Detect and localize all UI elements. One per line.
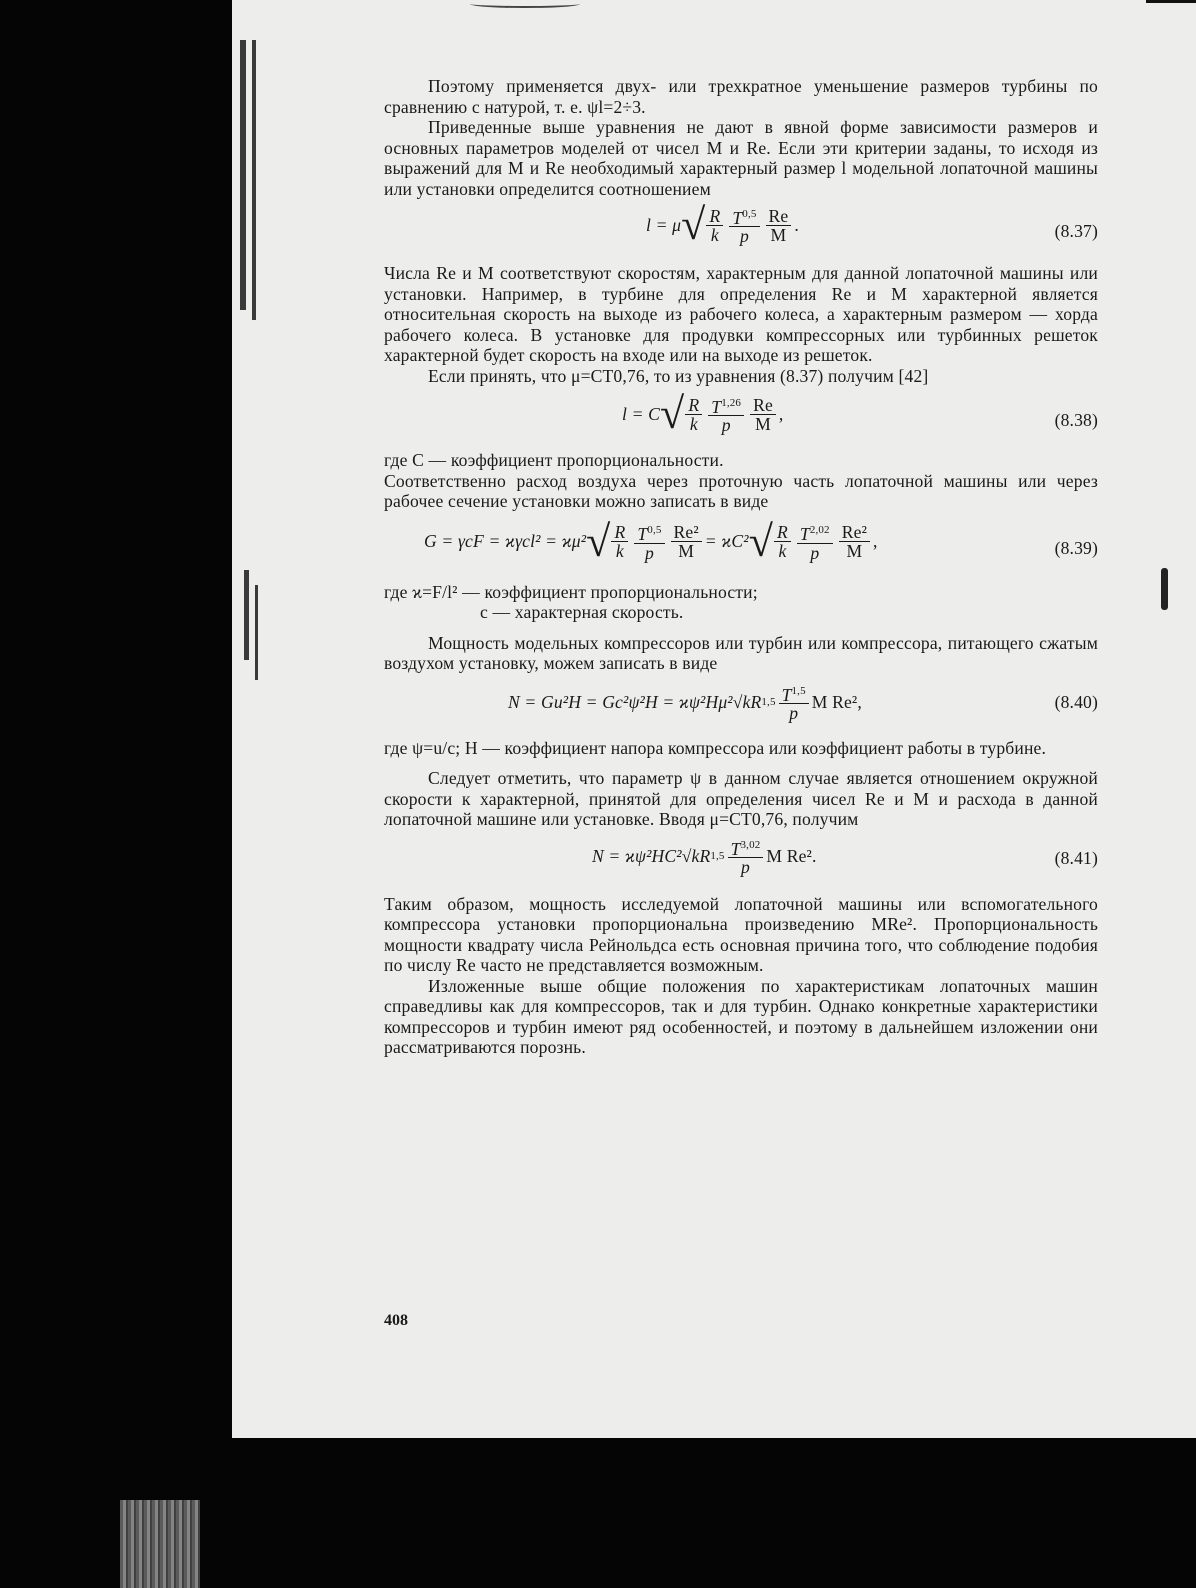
equation-number: (8.37) <box>1054 221 1098 241</box>
page-content <box>384 76 1098 1058</box>
paragraph: Таким образом, мощность исследуемой лопаточной машины или вспомогательного компрессора установки пропорциональна произведению MRe². Пропорциональность мощности квадрату числа Рейнольдса есть основная причина того, что соблюдение подобия по числу Re часто не представляется возможным. <box>384 893 1098 975</box>
paragraph: Приведенные выше уравнения не дают в явной форме зависимости размеров и основных параметров моделей от чисел M и Re. Если эти критерии заданы, то исходя из выражений для M и Re необходимый характерный размер l модельной лопаточной машины или установки определится соотношением <box>384 117 1098 199</box>
paragraph: Соответственно расход воздуха через проточную часть лопаточной машины или через рабочее сечение установки можно записать в виде <box>384 470 1098 511</box>
sqrt-symbol: √ <box>681 200 706 249</box>
page-number: 408 <box>384 1312 408 1329</box>
scan-ink-mark <box>1161 568 1168 610</box>
equation-number: (8.40) <box>1054 691 1098 712</box>
scan-corner-mark <box>1146 0 1196 16</box>
equation-number: (8.41) <box>1054 847 1098 868</box>
scan-scratch <box>470 0 580 8</box>
paragraph: Числа Re и M соответствуют скоростям, характерным для данной лопаточной машины или установки. Например, в турбине для определения Re и M характерной является относительная скорость на выходе из рабочего колеса, а характерным размером — хорда рабочего колеса. В установке для продувки компрессорных или турбинных решеток характерной будет скорость на входе или на выходе из решеток. <box>384 263 1098 365</box>
paragraph: c — характерная скорость. <box>480 602 684 622</box>
sqrt-symbol: √ <box>586 516 611 566</box>
binding-edge <box>255 585 258 680</box>
equation-number: (8.38) <box>1054 410 1098 430</box>
paragraph: Следует отметить, что параметр ψ в данном случае является отношением окружной скорости к характерной, принятой для определения чисел Re и M и расхода в данной лопаточной машине или установке. Вводя μ=CT0,76, получим <box>384 768 1098 829</box>
paragraph: Если принять, что μ=CT0,76, то из уравнения (8.37) получим [42] <box>428 365 929 386</box>
binding-edge <box>240 40 246 310</box>
scan-shadow-left <box>0 0 232 1495</box>
equation-number: (8.39) <box>1054 537 1098 558</box>
equation-8-37: l = μ √ $\frac{R}{k}$ $\frac{T^{0,5}}{p}$ $\frac{Re}{M}$ . (8.37) <box>646 200 1098 249</box>
paragraph: где ϰ=F/l² — коэффициент пропорциональности; <box>384 581 758 602</box>
paragraph: где ψ=u/c; H — коэффициент напора компрессора или коэффициент работы в турбине. <box>384 737 1047 758</box>
binding-edge <box>252 40 256 320</box>
equation-8-39: G = γcF = ϰγcl² = ϰμ² √ $\frac{R}{k}$ $\frac{T^{0,5}}{p}$ $\frac{\text{Re²}}{M}$ = ϰC² √ $\frac{R}{k}$ $\frac{T^{2,02}}{p}$ $\frac{\text{Re²}}{M}$ , (8.39) <box>424 516 1098 566</box>
equation-8-41: N = ϰψ²HC²√kR 1,5 $\frac{T^{3,02}}{p}$ M Re². (8.41) <box>384 830 1098 894</box>
binding-edge <box>244 570 249 660</box>
equation-8-38: l = C √ $\frac{R}{k}$ $\frac{T^{1,26}}{p}$ $\frac{Re}{M}$ , (8.38) <box>622 389 1098 438</box>
equation-8-40: N = Gu²H = Gc²ψ²H = ϰψ²Hμ²√kR 1,5 $\frac{T^{1,5}}{p}$ M Re², (8.40) <box>384 674 1098 738</box>
scan-noise-corner <box>120 1500 200 1588</box>
paragraph: Изложенные выше общие положения по характеристикам лопаточных машин справедливы как для компрессоров, так и для турбин. Однако конкретные характеристики компрессоров и турбин имеют ряд особенностей, и поэтому в дальнейшем изложении они рассматриваются порознь. <box>384 975 1098 1057</box>
sqrt-symbol: √ <box>660 389 685 438</box>
paragraph: Поэтому применяется двух- или трехкратное уменьшение размеров турбины по сравнению с натурой, т. е. ψl=2÷3. <box>384 76 1098 117</box>
paragraph: Мощность модельных компрессоров или турбин или компрессора, питающего сжатым воздухом установку, можем записать в виде <box>384 632 1098 673</box>
paragraph: где C — коэффициент пропорциональности. <box>384 450 724 470</box>
sqrt-symbol: √ <box>748 516 774 566</box>
